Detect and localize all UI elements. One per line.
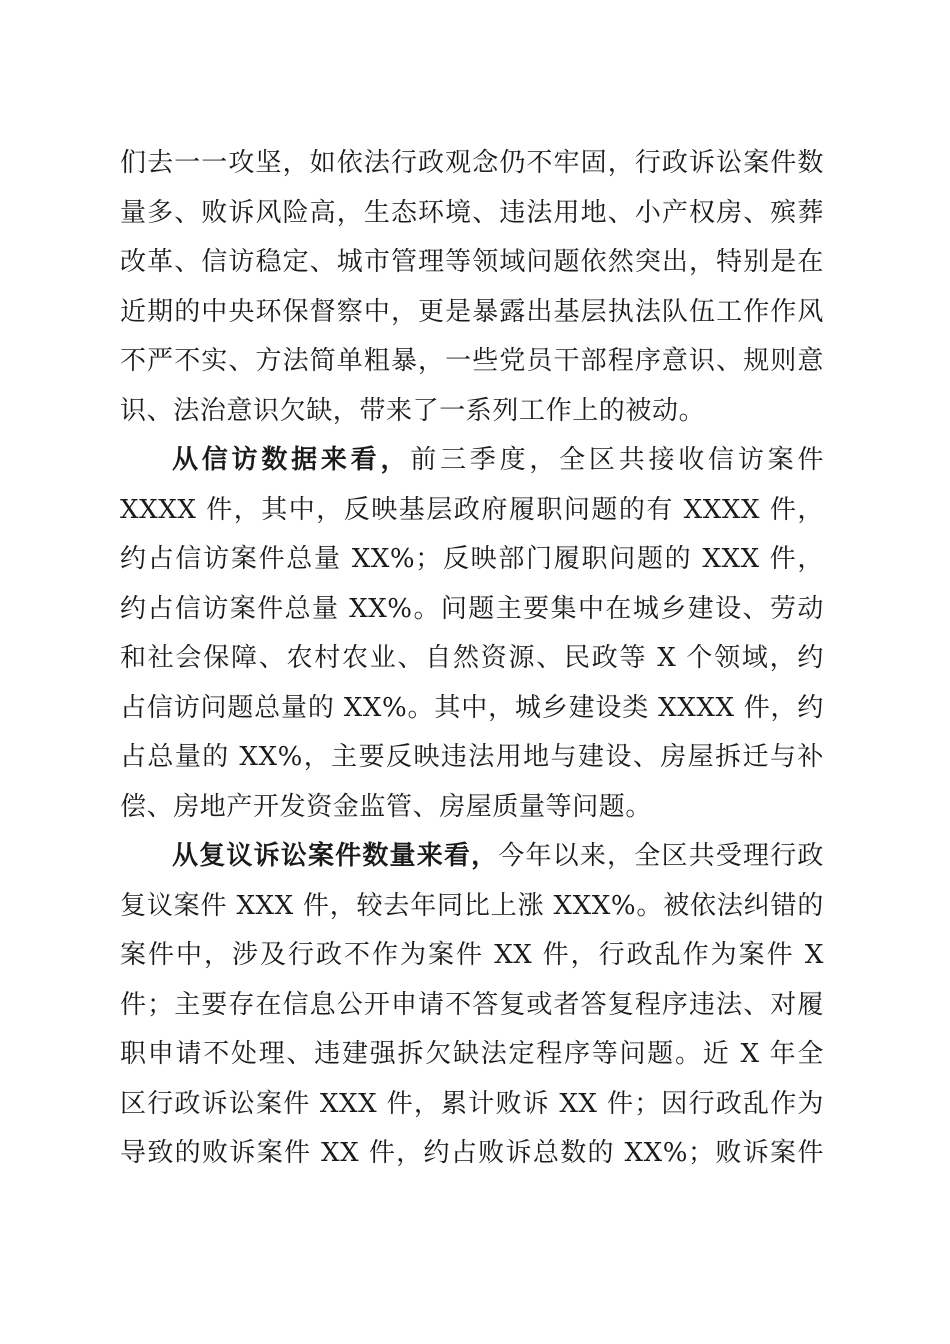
paragraph-3-line-3: 案件中，涉及行政不作为案件 XX 件，行政乱作为案件 X [120, 940, 824, 970]
paragraph-3-line-5: 职申请不处理、违建强拆欠缺法定程序等问题。近 X 年全 [120, 1039, 824, 1069]
paragraph-1-line-4: 近期的中央环保督察中，更是暴露出基层执法队伍工作作风 [120, 296, 824, 327]
paragraph-2-line-5: 和社会保障、农村农业、自然资源、民政等 X 个领域，约 [120, 643, 824, 673]
paragraph-2-lead: 从信访数据来看， [172, 445, 411, 475]
paragraph-3-line-1-text: 今年以来，全区共受理行政 [498, 841, 824, 871]
paragraph-3-line-4: 件；主要存在信息公开申请不答复或者答复程序违法、对履 [120, 989, 824, 1020]
paragraph-3-line-2: 复议案件 XXX 件，较去年同比上涨 XXX%。被依法纠错的 [120, 890, 824, 921]
paragraph-2-line-1 [120, 436, 824, 486]
paragraph-3-line-7: 导致的败诉案件 XX 件，约占败诉总数的 XX%；败诉案件 [120, 1138, 824, 1168]
paragraph-3-lead: 从复议诉讼案件数量来看， [172, 841, 499, 871]
paragraph-1-line-2: 量多、败诉风险高，生态环境、违法用地、小产权房、殡葬 [120, 197, 824, 228]
paragraph-2-line-1-text: 前三季度，全区共接收信访案件 [410, 445, 824, 475]
body-text [120, 139, 824, 1179]
paragraph-1-line-3: 改革、信访稳定、城市管理等领域问题依然突出，特别是在 [120, 247, 824, 277]
paragraph-2-line-7: 占总量的 XX%，主要反映违法用地与建设、房屋拆迁与补 [120, 742, 824, 772]
paragraph-1-line-6: 识、法治意识欠缺，带来了一系列工作上的被动。 [120, 395, 706, 426]
paragraph-2-line-6: 占信访问题总量的 XX%。其中，城乡建设类 XXXX 件，约 [120, 692, 824, 723]
paragraph-3-line-1 [120, 832, 824, 882]
paragraph-2-line-3: 约占信访案件总量 XX%；反映部门履职问题的 XXX 件， [120, 544, 824, 574]
paragraph-2-line-2: XXXX 件，其中，反映基层政府履职问题的有 XXXX 件， [120, 494, 824, 525]
paragraph-1-line-1: 们去一一攻坚，如依法行政观念仍不牢固，行政诉讼案件数 [120, 148, 824, 178]
paragraph-2-line-4: 约占信访案件总量 XX%。问题主要集中在城乡建设、劳动 [120, 593, 824, 624]
paragraph-3-line-6: 区行政诉讼案件 XXX 件，累计败诉 XX 件；因行政乱作为 [120, 1088, 824, 1119]
paragraph-1-line-5: 不严不实、方法简单粗暴，一些党员干部程序意识、规则意 [120, 346, 824, 376]
paragraph-2-line-8: 偿、房地产开发资金监管、房屋质量等问题。 [120, 791, 653, 822]
